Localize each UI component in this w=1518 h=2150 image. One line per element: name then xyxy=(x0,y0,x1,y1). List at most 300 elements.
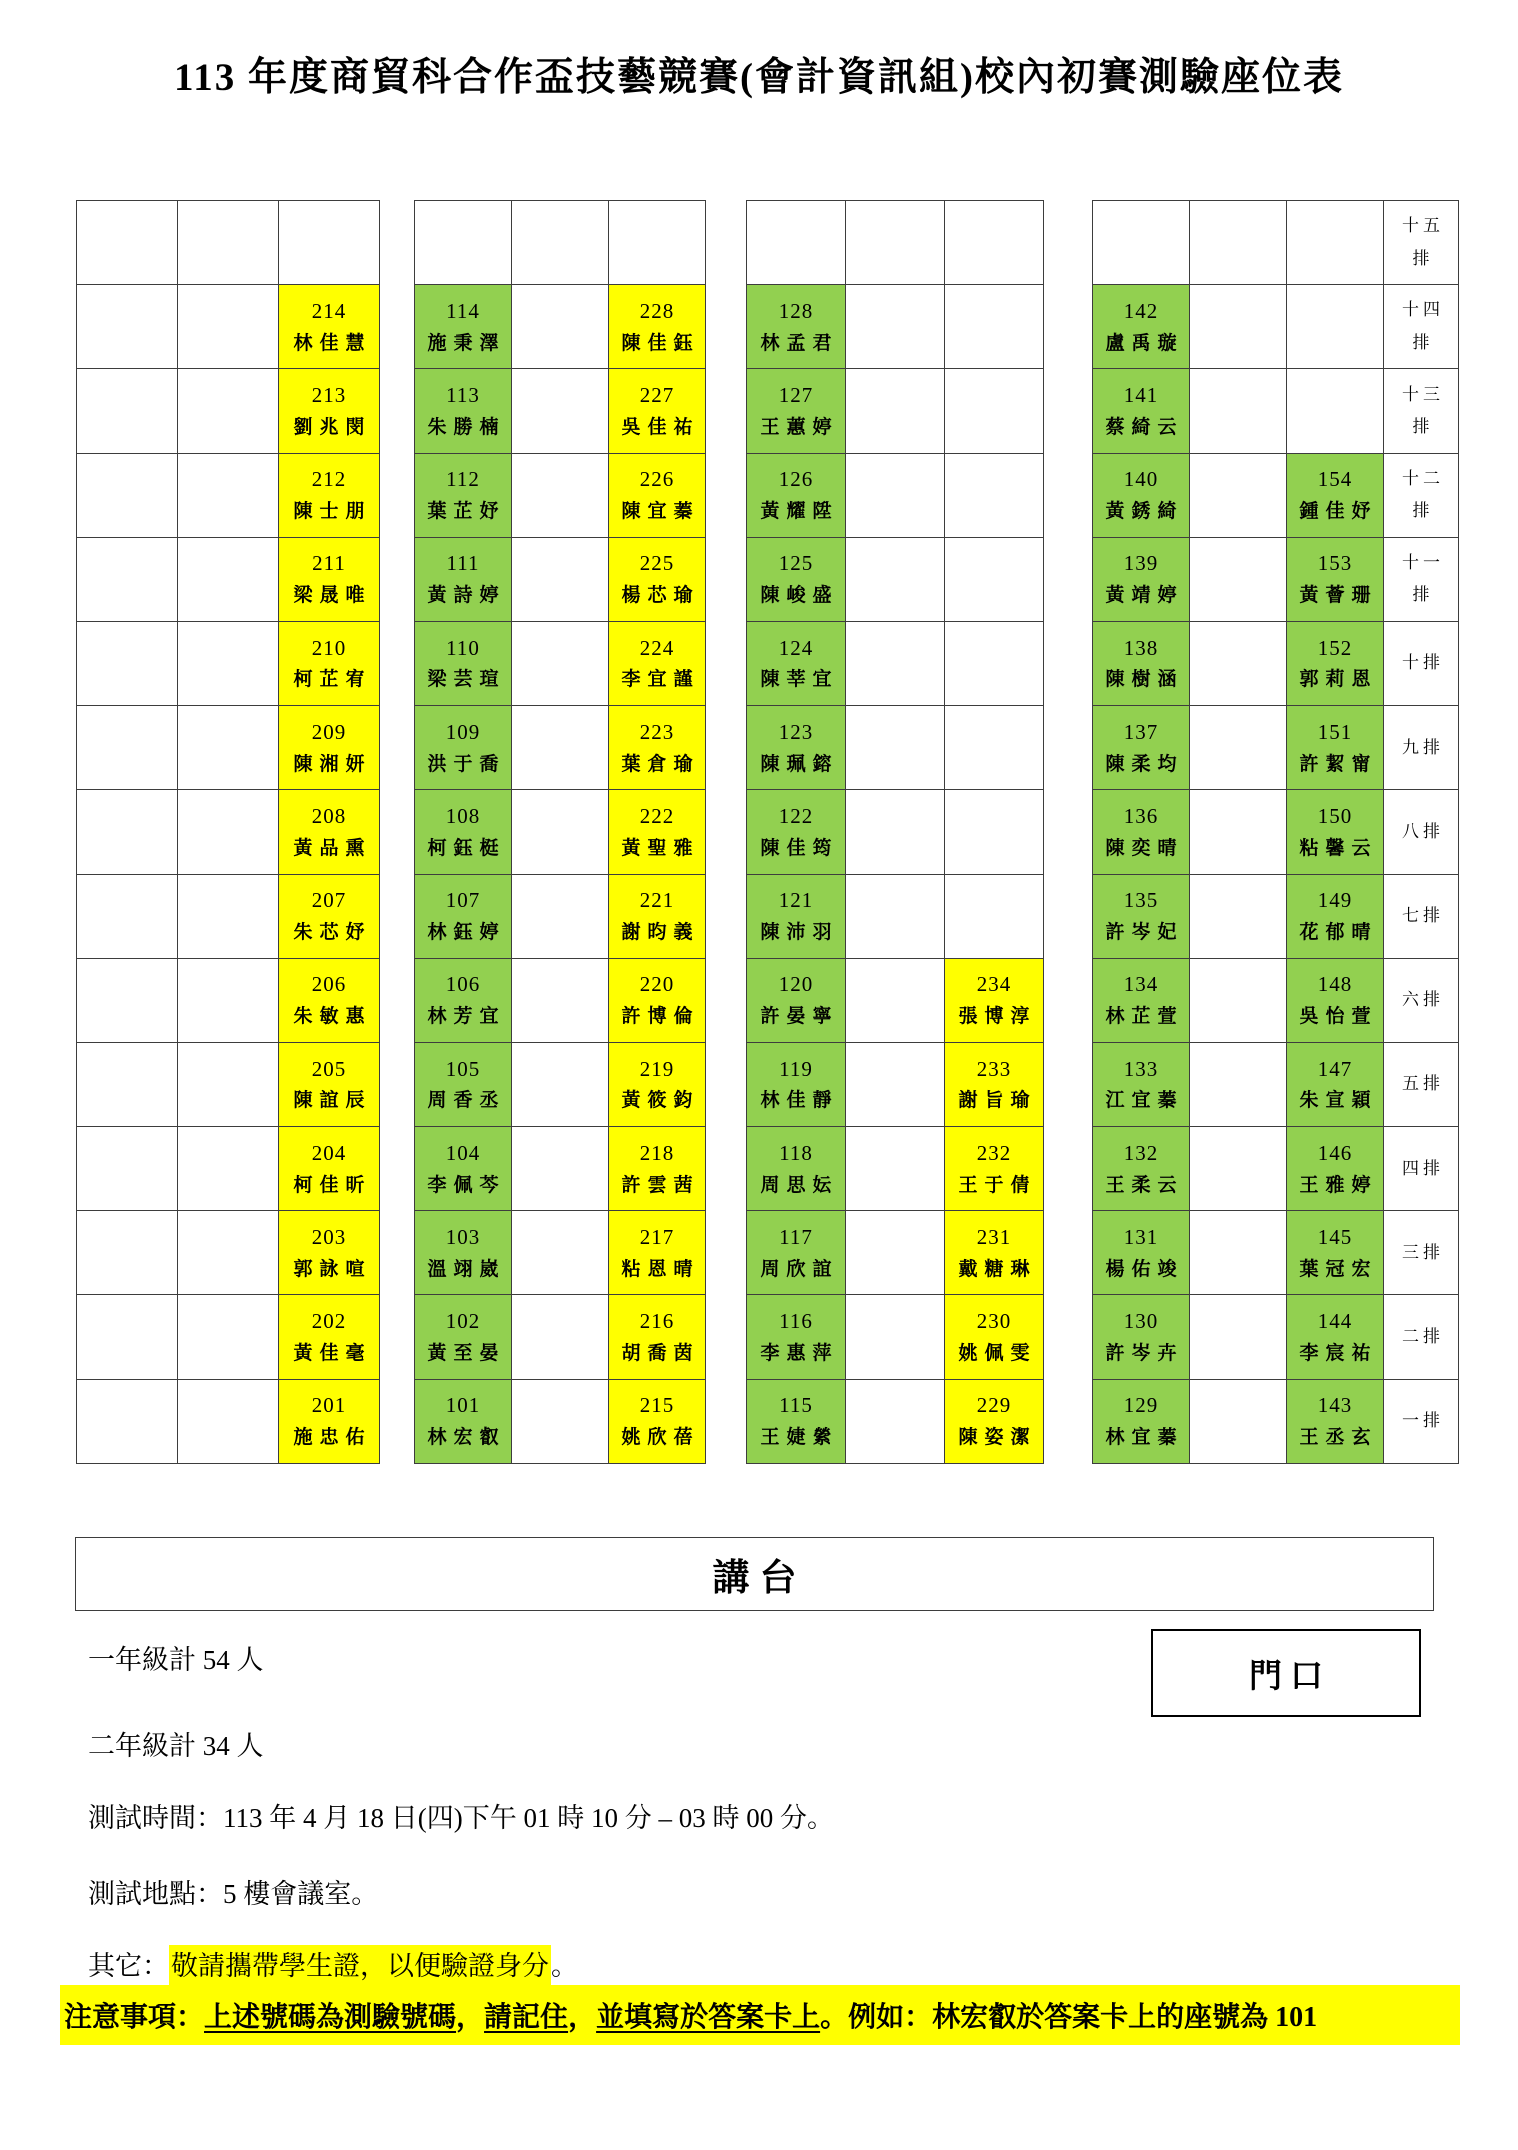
seat-number: 103 xyxy=(445,1224,481,1249)
empty-seat-cell xyxy=(945,622,1044,706)
seat-number: 209 xyxy=(311,719,347,744)
seat-name: 陳佳筠 xyxy=(760,837,839,859)
seat-141 xyxy=(1093,369,1190,453)
seat-name: 陳湘妍 xyxy=(293,753,372,775)
empty-seat-cell xyxy=(77,959,178,1043)
seat-name: 楊芯瑜 xyxy=(621,585,700,607)
seat-number: 136 xyxy=(1123,804,1159,829)
seat-205 xyxy=(279,1043,380,1127)
empty-seat-cell xyxy=(178,454,279,538)
grade1-count: 一年級計 54 人 xyxy=(88,1645,264,1675)
empty-seat-cell xyxy=(415,201,512,285)
seat-name: 陳奕晴 xyxy=(1105,837,1184,859)
seat-number: 128 xyxy=(778,298,814,323)
seat-number: 214 xyxy=(311,298,347,323)
empty-seat-cell xyxy=(846,1043,945,1127)
seat-number: 135 xyxy=(1123,888,1159,913)
seat-107 xyxy=(415,875,512,959)
empty-seat-cell xyxy=(846,1127,945,1211)
empty-seat-cell xyxy=(178,790,279,874)
seat-101 xyxy=(415,1380,512,1464)
seat-222 xyxy=(609,790,706,874)
empty-seat-cell xyxy=(512,959,609,1043)
seat-name: 李宸祐 xyxy=(1299,1342,1378,1364)
seat-number: 141 xyxy=(1123,383,1159,408)
seat-123 xyxy=(747,706,846,790)
seat-name: 胡喬茵 xyxy=(621,1342,700,1364)
seat-name: 謝昀義 xyxy=(621,921,700,943)
seat-number: 219 xyxy=(639,1056,675,1081)
seat-name: 粘恩晴 xyxy=(621,1258,700,1280)
row-label: 二排 xyxy=(1384,1295,1459,1379)
empty-seat-cell xyxy=(1190,1295,1287,1379)
empty-seat-cell xyxy=(512,1127,609,1211)
row-label: 五排 xyxy=(1384,1043,1459,1127)
seat-202 xyxy=(279,1295,380,1379)
seat-name: 江宜蓁 xyxy=(1105,1090,1184,1112)
seat-name: 許岑卉 xyxy=(1105,1342,1184,1364)
seat-name: 吳佳祐 xyxy=(621,416,700,438)
seat-116 xyxy=(747,1295,846,1379)
seat-number: 140 xyxy=(1123,467,1159,492)
seat-139 xyxy=(1093,538,1190,622)
seat-name: 陳珮鎔 xyxy=(760,753,839,775)
seat-220 xyxy=(609,959,706,1043)
row-label: 十排 xyxy=(1384,622,1459,706)
seat-name: 張博淳 xyxy=(958,1006,1037,1028)
seat-name: 朱勝楠 xyxy=(427,416,506,438)
seat-name: 梁芸瑄 xyxy=(427,669,506,691)
empty-seat-cell xyxy=(77,369,178,453)
empty-seat-cell xyxy=(846,959,945,1043)
seat-name: 王丞玄 xyxy=(1299,1427,1378,1449)
seat-119 xyxy=(747,1043,846,1127)
seat-name: 柯鈺梃 xyxy=(427,837,506,859)
seat-number: 220 xyxy=(639,972,675,997)
empty-seat-cell xyxy=(178,1295,279,1379)
empty-seat-cell xyxy=(512,1043,609,1127)
seat-109 xyxy=(415,706,512,790)
empty-seat-cell xyxy=(1287,285,1384,369)
empty-seat-cell xyxy=(178,622,279,706)
seat-name: 陳莘宜 xyxy=(760,669,839,691)
seat-140 xyxy=(1093,454,1190,538)
empty-seat-cell xyxy=(1190,201,1287,285)
seat-number: 229 xyxy=(976,1393,1012,1418)
row-label: 八排 xyxy=(1384,790,1459,874)
seat-name: 陳姿潔 xyxy=(958,1427,1037,1449)
seat-number: 226 xyxy=(639,467,675,492)
seat-224 xyxy=(609,622,706,706)
empty-seat-cell xyxy=(77,875,178,959)
seat-number: 203 xyxy=(311,1224,347,1249)
test-time: 測試時間：113 年 4 月 18 日(四)下午 01 時 10 分 – 03 時 00 分。 xyxy=(88,1803,834,1833)
seat-name: 黃銹綺 xyxy=(1105,501,1184,522)
seat-number: 119 xyxy=(779,1056,813,1081)
seat-227 xyxy=(609,369,706,453)
seat-number: 122 xyxy=(778,804,814,829)
seat-name: 葉芷妤 xyxy=(427,501,506,522)
seat-name: 周欣誼 xyxy=(760,1258,839,1280)
seat-name: 黃薈珊 xyxy=(1299,585,1378,607)
seat-name: 陳柔均 xyxy=(1105,753,1184,775)
page-title: 113 年度商貿科合作盃技藝競賽(會計資訊組)校內初賽測驗座位表 xyxy=(173,56,1345,99)
empty-seat-cell xyxy=(512,706,609,790)
seat-name: 姚欣蓓 xyxy=(621,1427,700,1449)
empty-seat-cell xyxy=(609,201,706,285)
seat-name: 許雲茜 xyxy=(621,1174,700,1196)
stage-box xyxy=(75,1537,1434,1611)
seat-number: 109 xyxy=(445,719,481,744)
other-note-suffix: 。 xyxy=(551,1951,578,1981)
seat-number: 108 xyxy=(445,804,481,829)
empty-seat-cell xyxy=(846,875,945,959)
empty-seat-cell xyxy=(846,369,945,453)
seat-name: 黃佳毫 xyxy=(293,1342,372,1364)
seat-name: 梁晟唯 xyxy=(293,585,372,607)
seat-name: 許絜甯 xyxy=(1299,753,1378,775)
empty-seat-cell xyxy=(945,285,1044,369)
seat-201 xyxy=(279,1380,380,1464)
seat-226 xyxy=(609,454,706,538)
seat-number: 228 xyxy=(639,298,675,323)
seat-215 xyxy=(609,1380,706,1464)
seat-221 xyxy=(609,875,706,959)
seat-number: 230 xyxy=(976,1309,1012,1334)
seat-117 xyxy=(747,1211,846,1295)
notice-bar xyxy=(60,1985,1460,2045)
empty-seat-cell xyxy=(846,538,945,622)
seat-number: 222 xyxy=(639,804,675,829)
empty-seat-cell xyxy=(1190,285,1287,369)
seat-135 xyxy=(1093,875,1190,959)
seat-number: 149 xyxy=(1317,888,1353,913)
seat-number: 127 xyxy=(778,383,814,408)
seat-132 xyxy=(1093,1127,1190,1211)
seat-105 xyxy=(415,1043,512,1127)
seat-234 xyxy=(945,959,1044,1043)
seat-number: 130 xyxy=(1123,1309,1159,1334)
empty-seat-cell xyxy=(178,538,279,622)
seat-number: 232 xyxy=(976,1140,1012,1165)
seat-129 xyxy=(1093,1380,1190,1464)
empty-seat-cell xyxy=(178,1380,279,1464)
seat-name: 許晏寧 xyxy=(760,1006,839,1028)
seat-118 xyxy=(747,1127,846,1211)
seat-number: 113 xyxy=(446,383,480,408)
empty-seat-cell xyxy=(512,1295,609,1379)
empty-seat-cell xyxy=(512,285,609,369)
empty-seat-cell xyxy=(512,201,609,285)
seat-name: 周香丞 xyxy=(427,1090,506,1112)
empty-seat-cell xyxy=(846,706,945,790)
seat-number: 224 xyxy=(639,635,675,660)
notice-underline-2: 請記住 xyxy=(484,2002,569,2033)
empty-seat-cell xyxy=(512,454,609,538)
seat-name: 郭莉恩 xyxy=(1299,669,1378,691)
row-label: 七排 xyxy=(1384,875,1459,959)
seat-number: 223 xyxy=(639,719,675,744)
empty-seat-cell xyxy=(77,1127,178,1211)
seat-name: 黃靖婷 xyxy=(1105,585,1184,607)
seat-110 xyxy=(415,622,512,706)
empty-seat-cell xyxy=(1190,622,1287,706)
seat-136 xyxy=(1093,790,1190,874)
seat-name: 洪于喬 xyxy=(427,753,506,775)
seat-name: 王蕙婷 xyxy=(760,416,839,438)
seat-number: 205 xyxy=(311,1056,347,1081)
seat-225 xyxy=(609,538,706,622)
row-label: 九排 xyxy=(1384,706,1459,790)
empty-seat-cell xyxy=(846,1380,945,1464)
seat-130 xyxy=(1093,1295,1190,1379)
empty-seat-cell xyxy=(747,201,846,285)
seat-103 xyxy=(415,1211,512,1295)
seat-number: 217 xyxy=(639,1224,675,1249)
seat-name: 林鈺婷 xyxy=(427,921,506,943)
empty-seat-cell xyxy=(77,454,178,538)
seat-131 xyxy=(1093,1211,1190,1295)
seat-number: 153 xyxy=(1317,551,1353,576)
seat-149 xyxy=(1287,875,1384,959)
seat-name: 黃至晏 xyxy=(427,1342,506,1364)
seat-108 xyxy=(415,790,512,874)
empty-seat-cell xyxy=(77,622,178,706)
seat-number: 216 xyxy=(639,1309,675,1334)
seat-number: 107 xyxy=(445,888,481,913)
empty-seat-cell xyxy=(178,1211,279,1295)
seat-128 xyxy=(747,285,846,369)
seat-113 xyxy=(415,369,512,453)
row-label: 十四 排 xyxy=(1384,285,1459,369)
other-note-highlight: 敬請攜帶學生證，以便驗證身分 xyxy=(169,1945,551,1989)
empty-seat-cell xyxy=(77,706,178,790)
seat-name: 黃品熏 xyxy=(293,837,372,859)
seat-number: 115 xyxy=(779,1393,813,1418)
seat-154 xyxy=(1287,454,1384,538)
seat-name: 朱宣穎 xyxy=(1299,1090,1378,1112)
seat-name: 王于倩 xyxy=(958,1174,1037,1196)
seat-name: 陳峻盛 xyxy=(760,585,839,607)
notice-prefix: 注意事項： xyxy=(64,2002,205,2033)
seat-number: 132 xyxy=(1123,1140,1159,1165)
seat-number: 204 xyxy=(311,1140,347,1165)
row-label: 四排 xyxy=(1384,1127,1459,1211)
empty-seat-cell xyxy=(77,790,178,874)
row-label: 十三 排 xyxy=(1384,369,1459,453)
seat-name: 陳宜蓁 xyxy=(621,501,700,522)
seat-name: 柯佳昕 xyxy=(293,1174,372,1196)
empty-seat-cell xyxy=(178,959,279,1043)
seat-146 xyxy=(1287,1127,1384,1211)
empty-seat-cell xyxy=(846,790,945,874)
seat-number: 143 xyxy=(1317,1393,1353,1418)
empty-seat-cell xyxy=(77,201,178,285)
seat-name: 陳沛羽 xyxy=(760,921,839,943)
empty-seat-cell xyxy=(1190,1211,1287,1295)
seat-number: 208 xyxy=(311,804,347,829)
empty-seat-cell xyxy=(846,454,945,538)
seat-name: 林芷萱 xyxy=(1105,1006,1184,1028)
seat-144 xyxy=(1287,1295,1384,1379)
seat-name: 王雅婷 xyxy=(1299,1174,1378,1196)
seat-219 xyxy=(609,1043,706,1127)
row-label-column xyxy=(1384,200,1459,1464)
seat-number: 145 xyxy=(1317,1224,1353,1249)
seat-number: 123 xyxy=(778,719,814,744)
notice-comma-1: ， xyxy=(456,2002,485,2033)
empty-seat-cell xyxy=(945,201,1044,285)
seat-231 xyxy=(945,1211,1044,1295)
empty-seat-cell xyxy=(846,201,945,285)
empty-seat-cell xyxy=(178,1043,279,1127)
empty-seat-cell xyxy=(945,875,1044,959)
seat-name: 王婕縈 xyxy=(760,1427,839,1449)
row-label: 十五 排 xyxy=(1384,201,1459,285)
empty-seat-cell xyxy=(945,538,1044,622)
seat-number: 110 xyxy=(446,635,480,660)
seat-name: 林宜蓁 xyxy=(1105,1427,1184,1449)
empty-seat-cell xyxy=(77,1043,178,1127)
empty-seat-cell xyxy=(178,285,279,369)
seat-212 xyxy=(279,454,380,538)
empty-seat-cell xyxy=(279,201,380,285)
seat-138 xyxy=(1093,622,1190,706)
seat-206 xyxy=(279,959,380,1043)
seat-number: 129 xyxy=(1123,1393,1159,1418)
seat-150 xyxy=(1287,790,1384,874)
seat-145 xyxy=(1287,1211,1384,1295)
seat-number: 121 xyxy=(778,888,814,913)
empty-seat-cell xyxy=(1190,1380,1287,1464)
seat-217 xyxy=(609,1211,706,1295)
empty-seat-cell xyxy=(178,875,279,959)
seat-number: 231 xyxy=(976,1224,1012,1249)
empty-seat-cell xyxy=(846,1211,945,1295)
seat-148 xyxy=(1287,959,1384,1043)
seat-name: 施秉澤 xyxy=(427,332,506,354)
row-label: 六排 xyxy=(1384,959,1459,1043)
seat-230 xyxy=(945,1295,1044,1379)
row-label: 十一 排 xyxy=(1384,538,1459,622)
seat-218 xyxy=(609,1127,706,1211)
empty-seat-cell xyxy=(77,1380,178,1464)
seat-name: 花郁晴 xyxy=(1299,921,1378,943)
seat-134 xyxy=(1093,959,1190,1043)
seat-name: 姚佩雯 xyxy=(958,1342,1037,1364)
seat-name: 蔡綺云 xyxy=(1105,416,1184,438)
seat-122 xyxy=(747,790,846,874)
seat-number: 212 xyxy=(311,467,347,492)
seat-number: 114 xyxy=(446,298,480,323)
seat-115 xyxy=(747,1380,846,1464)
seat-204 xyxy=(279,1127,380,1211)
seat-number: 206 xyxy=(311,972,347,997)
seat-111 xyxy=(415,538,512,622)
seat-name: 李佩芩 xyxy=(427,1174,506,1196)
seat-name: 陳樹涵 xyxy=(1105,669,1184,691)
seat-127 xyxy=(747,369,846,453)
grade2-count: 二年級計 34 人 xyxy=(88,1731,264,1761)
empty-seat-cell xyxy=(846,285,945,369)
seat-number: 111 xyxy=(446,551,480,576)
seat-number: 106 xyxy=(445,972,481,997)
seat-228 xyxy=(609,285,706,369)
seat-number: 215 xyxy=(639,1393,675,1418)
seat-number: 139 xyxy=(1123,551,1159,576)
empty-seat-cell xyxy=(77,1295,178,1379)
seating-grid xyxy=(76,200,1459,1464)
seat-number: 101 xyxy=(445,1393,481,1418)
seat-152 xyxy=(1287,622,1384,706)
empty-seat-cell xyxy=(945,369,1044,453)
seat-group-1 xyxy=(76,200,380,1464)
seat-name: 許岑妃 xyxy=(1105,921,1184,943)
seat-number: 104 xyxy=(445,1140,481,1165)
seat-name: 朱敏惠 xyxy=(293,1006,372,1028)
seat-group-4 xyxy=(1092,200,1384,1464)
seat-name: 李宜謹 xyxy=(621,669,700,691)
seat-number: 126 xyxy=(778,467,814,492)
empty-seat-cell xyxy=(512,875,609,959)
empty-seat-cell xyxy=(945,706,1044,790)
seat-number: 150 xyxy=(1317,804,1353,829)
seat-name: 林孟君 xyxy=(760,332,839,354)
seat-name: 黃聖雅 xyxy=(621,837,700,859)
empty-seat-cell xyxy=(1287,201,1384,285)
seat-number: 201 xyxy=(311,1393,347,1418)
seat-name: 粘馨云 xyxy=(1299,837,1378,859)
seat-name: 林宏叡 xyxy=(427,1427,506,1449)
seat-name: 陳佳鈺 xyxy=(621,332,700,354)
seat-name: 鍾佳妤 xyxy=(1299,501,1378,522)
seat-213 xyxy=(279,369,380,453)
seat-name: 王柔云 xyxy=(1105,1174,1184,1196)
seat-name: 郭詠喧 xyxy=(293,1258,372,1280)
empty-seat-cell xyxy=(512,369,609,453)
seat-name: 戴糖琳 xyxy=(958,1258,1037,1280)
seat-name: 周思妘 xyxy=(760,1174,839,1196)
door-label: 門口 xyxy=(1249,1658,1331,1695)
seat-number: 138 xyxy=(1123,635,1159,660)
seat-232 xyxy=(945,1127,1044,1211)
empty-seat-cell xyxy=(512,790,609,874)
seat-114 xyxy=(415,285,512,369)
seat-229 xyxy=(945,1380,1044,1464)
seat-208 xyxy=(279,790,380,874)
seat-name: 李惠萍 xyxy=(760,1342,839,1364)
other-note xyxy=(88,1944,578,1983)
seat-number: 116 xyxy=(779,1309,813,1334)
seat-name: 陳誼辰 xyxy=(293,1090,372,1112)
empty-seat-cell xyxy=(178,1127,279,1211)
seat-name: 林佳靜 xyxy=(760,1090,839,1112)
seat-209 xyxy=(279,706,380,790)
empty-seat-cell xyxy=(512,1380,609,1464)
seat-number: 124 xyxy=(778,635,814,660)
seat-211 xyxy=(279,538,380,622)
seat-133 xyxy=(1093,1043,1190,1127)
seat-223 xyxy=(609,706,706,790)
seat-number: 137 xyxy=(1123,719,1159,744)
seat-group-2 xyxy=(414,200,706,1464)
seat-210 xyxy=(279,622,380,706)
seat-number: 142 xyxy=(1123,298,1159,323)
seat-124 xyxy=(747,622,846,706)
empty-seat-cell xyxy=(1190,1127,1287,1211)
empty-seat-cell xyxy=(178,706,279,790)
seat-number: 207 xyxy=(311,888,347,913)
